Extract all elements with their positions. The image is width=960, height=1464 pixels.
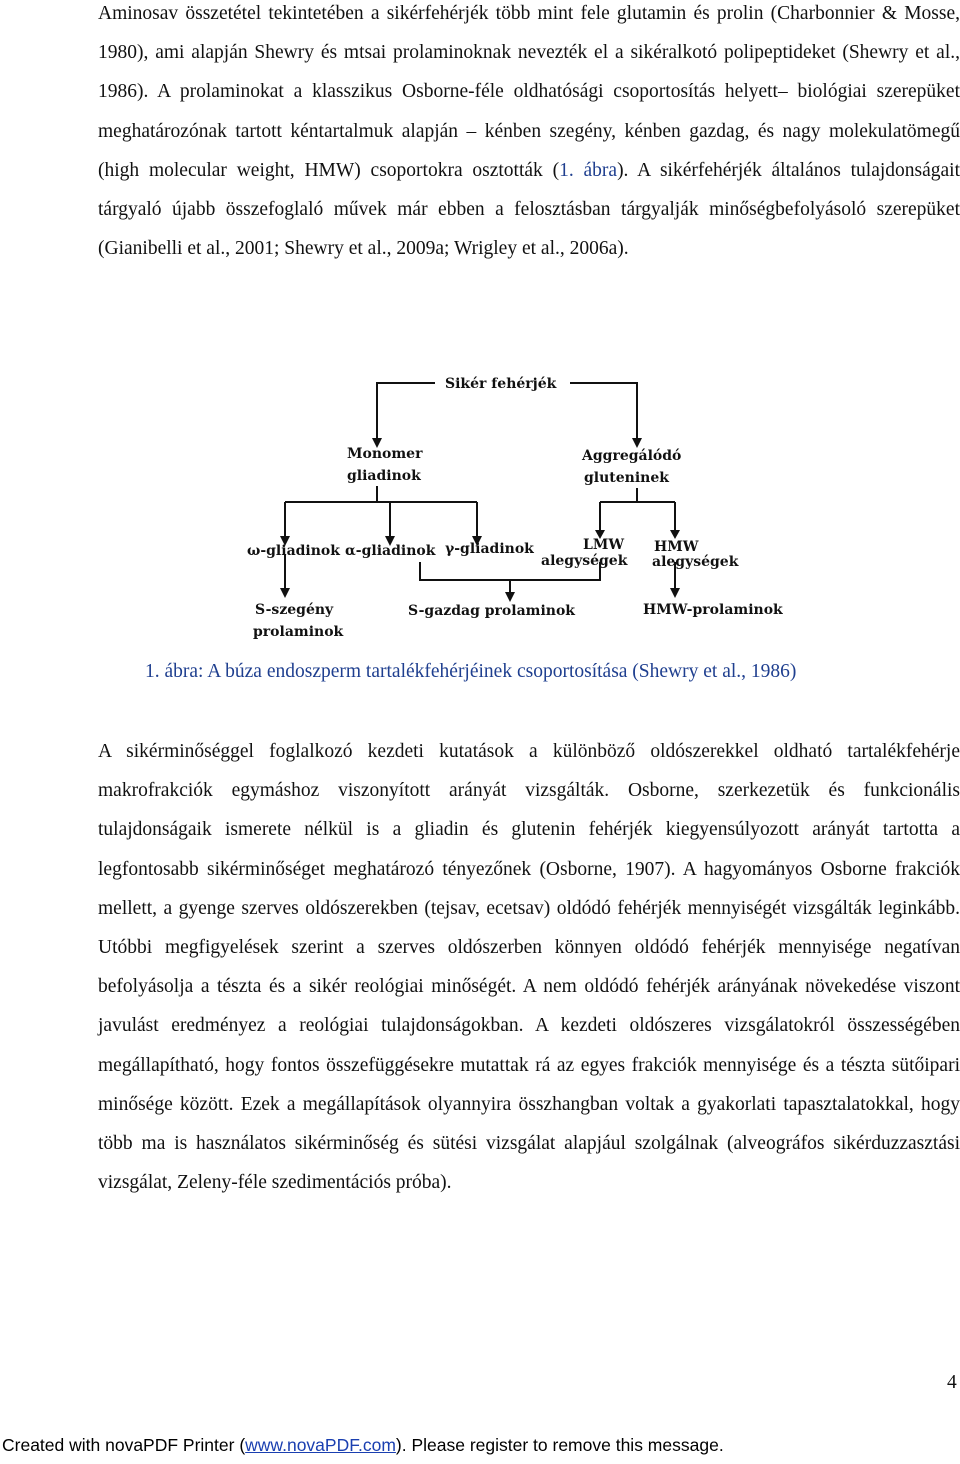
footer-suffix: ). Please register to remove this message. xyxy=(395,1435,724,1455)
label-monomer-line2: gliadinok xyxy=(347,468,421,484)
label-gamma-gliadins: γ-gliadinok xyxy=(445,541,534,557)
label-hmw-prolamins: HMW-prolaminok xyxy=(643,602,783,618)
diagram-svg xyxy=(245,360,805,645)
page-number: 4 xyxy=(947,1372,957,1393)
footer-prefix: Created with novaPDF Printer ( xyxy=(2,1435,246,1455)
label-s-poor-line1: S-szegény xyxy=(255,602,334,618)
paragraph-intro-text-a: Aminosav összetétel tekintetében a sikérfehérjék több mint fele glutamin és prolin (Charbonnier & Mosse, 1980), ami alapján Shewry és mtsai prolaminoknak nevezték el a sikéralkotó polipeptideket (Shewry et al., 1986). A prolaminokat a klasszikus Osborne-féle oldhatósági csoportosítás helyett– biológiai szerepüket meghatározónak tartott kéntartalmuk alapján – kénben szegény, kénben gazdag, és nagy molekulatömegű (high molecular weight, HMW) csoportokra osztották ( xyxy=(98,3,960,181)
arrowhead-srich xyxy=(505,592,515,602)
label-root: Sikér fehérjék xyxy=(445,376,557,392)
label-lmw-line1: LMW xyxy=(583,537,625,553)
label-omega-gliadins: ω-gliadinok xyxy=(247,543,340,559)
arrowhead-hmw xyxy=(670,530,680,539)
label-alpha-gliadins: α-gliadinok xyxy=(345,543,436,559)
figure-caption: 1. ábra: A búza endoszperm tartalékfehérjéinek csoportosítása (Shewry et al., 1986) xyxy=(145,661,797,682)
connector-root-monomer xyxy=(377,383,435,438)
arrowhead-hmw-prolamin xyxy=(670,588,680,598)
label-monomer-line1: Monomer xyxy=(347,446,423,462)
arrowhead-aggregate xyxy=(632,438,642,448)
label-lmw-line2: alegységek xyxy=(541,553,628,569)
diagram-labels xyxy=(247,376,783,640)
printer-watermark-footer xyxy=(2,1435,960,1456)
label-s-rich-prolamins: S-gazdag prolaminok xyxy=(408,603,576,619)
figure-reference-link[interactable]: 1. ábra xyxy=(559,159,618,181)
arrowhead-spoor xyxy=(280,588,290,598)
label-s-poor-line2: prolaminok xyxy=(253,624,344,640)
label-aggregate-line1: Aggregálódó xyxy=(582,448,682,464)
label-hmw-line2: alegységek xyxy=(652,554,739,570)
paragraph-intro-text-b: ). A sikérfehérjék általános tulajdonságait tárgyaló újabb összefoglaló művek már ebben a felosztásban tárgyalják minőségbefolyásoló szerepüket (Gianibelli et al., 2001; Shewry et al., 2009a; Wrigley et al., 2006a). xyxy=(98,159,960,260)
connector-root-aggregate xyxy=(570,383,637,438)
label-aggregate-line2: gluteninek xyxy=(584,470,669,486)
footer-link[interactable]: www.novaPDF.com xyxy=(245,1435,396,1455)
label-hmw-line1: HMW xyxy=(654,539,699,555)
paragraph-main: A sikérminőséggel foglalkozó kezdeti kutatások a különböző oldószerekkel oldható tartalékfehérje makrofrakciók egymáshoz viszonyított arányát vizsgálták. Osborne, szerkezetük és funkcionális tulajdonságaik ismerete nélkül is a gliadin és glutenin fehérjék kiegyensúlyozott arányát tartotta a legfontosabb sikérminőséget meghatározó tényezőnek (Osborne, 1907). A hagyományos Osborne frakciók mellett, a gyenge szerves oldószerekben (tejsav, ecetsav) oldódó fehérjék mennyiségét vizsgálták leginkább. Utóbbi megfigyelések szerint a szerves oldószerben könnyen oldódó fehérjék mennyisége negatívan befolyásolja a tészta és a sikér reológiai minőségét. A nem oldódó fehérjék arányának növekedése viszont javulást eredményez a reológiai tulajdonságokban. A kezdeti oldószeres vizsgálatokról összességében megállapítható, hogy fontos összefüggésekre mutattak rá az egyes frakciók mennyisége és a tészta sütőipari minősége között. Ezek a megállapítások olyannyira összhangban voltak a gyakorlati tapasztalatokkal, hogy több ma is használatos sikérminőség és sütési vizsgálat alapjául szolgálnak (alveográfos sikérduzzasztási vizsgálat, Zeleny-féle szedimentációs próba). xyxy=(98,741,960,1194)
gluten-protein-classification-diagram xyxy=(245,360,805,645)
paragraph-intro xyxy=(98,0,960,268)
